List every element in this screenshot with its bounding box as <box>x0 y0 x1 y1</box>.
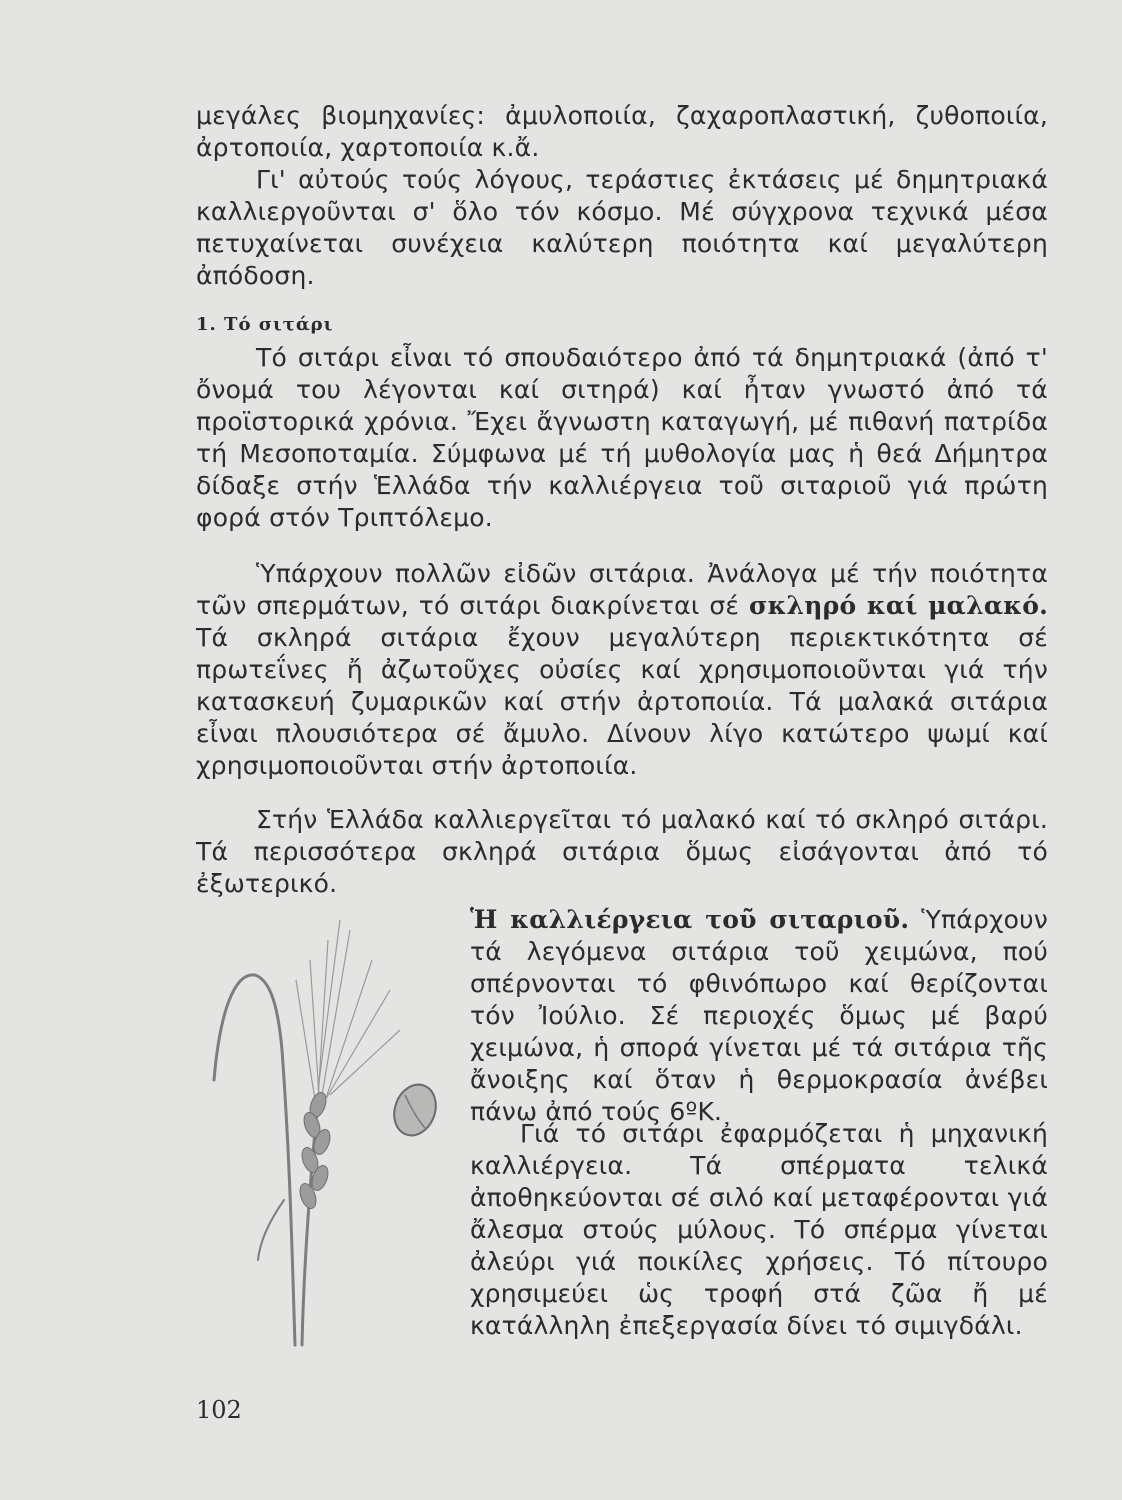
wheat-paragraph-2-text-a: Ὑπάρχουν πολλῶν εἰδῶν σιτάρια. Ἀνάλογα μέ τήν ποιότητα τῶν σπερμάτων, τό σιτάρι διακρίνεται σέ <box>196 559 1048 620</box>
wheat-paragraph-2-text-b: Τά σκληρά σιτάρια ἔχουν μεγαλύτερη περιεκτικότητα σέ πρωτεΐνες ἤ ἀζωτοῦχες οὐσίες καί χρησιμοποιοῦνται γιά τήν κατασκευή ζυμαρικῶν καί στήν ἀρτοποιία. Τά μαλακά σιτάρια εἶναι πλουσιότερα σέ ἄμυλο. Δίνουν λίγο κατώτερο ψωμί καί χρησιμοποιοῦνται στήν ἀρτοποιία. <box>196 623 1048 780</box>
wheat-paragraph-2 <box>196 558 1048 782</box>
wheat-paragraph-1: Τό σιτάρι εἶναι τό σπουδαιότερο ἀπό τά δημητριακά (ἀπό τ' ὄνομά του λέγονται καί σιτηρά) καί ἦταν γνωστό ἀπό τά προϊστορικά χρόνια. Ἔχει ἄγνωστη καταγωγή, μέ πιθανή πατρίδα τή Μεσοποταμία. Σύμφωνα μέ τή μυθολογία μας ἡ θεά Δήμητρα δίδαξε στήν Ἑλλάδα τήν καλλιέργεια τοῦ σιταριοῦ γιά πρώτη φορά στόν Τριπτόλεμο. <box>196 343 1048 532</box>
intro-paragraph-2: Γι' αὐτούς τούς λόγους, τεράστιες ἐκτάσεις μέ δημητριακά καλλιεργοῦνται σ' ὅλο τόν κόσμο. Μέ σύγχρονα τεχνικά μέσα πετυχαίνεται συνέχεια καλύτερη ποιότητα καί μεγαλύτερη ἀπόδοση. <box>196 165 1048 290</box>
intro-paragraph-1: μεγάλες βιομηχανίες: ἀμυλοποιία, ζαχαροπλαστική, ζυθοποιία, ἀρτοποιία, χαρτοποιία κ.ἄ. <box>196 101 1048 162</box>
section-heading: 1. Τό σιτάρι <box>196 314 334 335</box>
cultivation-paragraph-1 <box>470 904 1048 1128</box>
page-number: 102 <box>196 1396 242 1424</box>
cultivation-paragraph-1-text: Ὑπάρχουν τά λεγόμενα σιτάρια τοῦ χειμώνα, πού σπέρνονται τό φθινόπωρο καί θερίζονται τόν Ἰούλιο. Σέ περιοχές ὅμως μέ βαρύ χειμώνα, ἡ σπορά γίνεται μέ τά σιτάρια τῆς ἄνοιξης καί ὅταν ἡ θερμοκρασία ἀνέβει πάνω ἀπό τούς 6ºΚ. <box>470 905 1048 1126</box>
cultivation-paragraph-2: Γιά τό σιτάρι ἐφαρμόζεται ἡ μηχανική καλλιέργεια. Τά σπέρματα τελικά ἀποθηκεύονται σέ σιλό καί μεταφέρονται γιά ἄλεσμα στούς μύλους. Τό σπέρμα γίνεται ἀλεύρι γιά ποικίλες χρήσεις. Τό πίτουρο χρησιμεύει ὡς τροφή στά ζῶα ἤ μέ κατάλληλη ἐπεξεργασία δίνει τό σιμιγδάλι. <box>470 1119 1048 1340</box>
hard-soft-emphasis: σκληρό καί μαλακό. <box>748 591 1049 620</box>
wheat-paragraph-3: Στήν Ἑλλάδα καλλιεργεῖται τό μαλακό καί τό σκληρό σιτάρι. Τά περισσότερα σκληρά σιτάρια ὅμως εἰσάγονται ἀπό τό ἐξωτερικό. <box>196 805 1048 898</box>
cultivation-title: Ἡ καλλιέργεια τοῦ σιταριοῦ. <box>470 905 910 934</box>
wheat-illustration <box>200 920 460 1360</box>
wheat-grain-icon <box>387 1079 442 1142</box>
